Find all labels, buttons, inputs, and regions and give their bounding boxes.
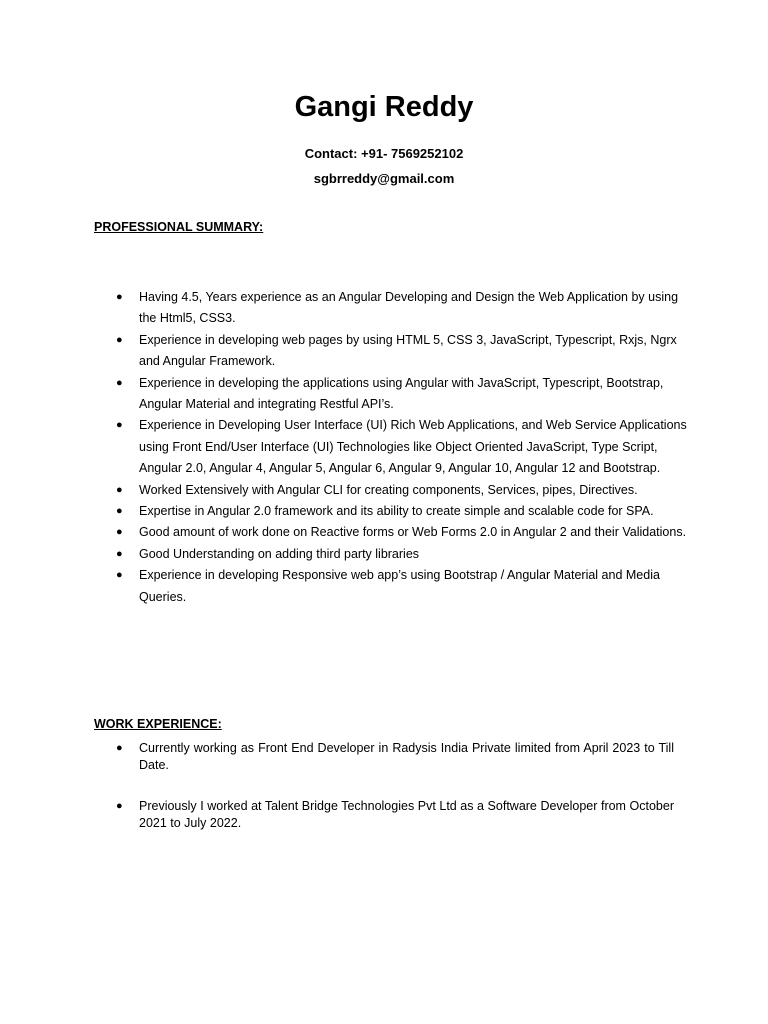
summary-item <box>94 565 694 608</box>
work-experience-list <box>94 740 674 856</box>
bullet-icon: ● <box>116 569 123 582</box>
contact-phone: Contact: +91- 7569252102 <box>304 146 464 161</box>
summary-item <box>94 544 694 565</box>
bullet-icon: ● <box>116 483 123 496</box>
work-item-text: Previously I worked at Talent Bridge Technologies Pvt Ltd as a Software Developer from October 2021 to July 2022. <box>139 799 674 830</box>
bullet-icon: ● <box>116 547 123 560</box>
work-item <box>94 798 674 832</box>
summary-item <box>94 415 694 479</box>
bullet-icon: ● <box>116 291 123 303</box>
bullet-icon: ● <box>116 800 123 812</box>
summary-item-text: Experience in developing Responsive web app’s using Bootstrap / Angular Material and Media Queries. <box>139 568 660 604</box>
summary-item-text: Worked Extensively with Angular CLI for creating components, Services, pipes, Directives. <box>139 482 638 497</box>
bullet-icon: ● <box>116 333 123 346</box>
summary-item-text: Good amount of work done on Reactive forms or Web Forms 2.0 in Angular 2 and their Validations. <box>139 525 687 540</box>
summary-item <box>94 522 694 543</box>
bullet-icon: ● <box>116 419 123 432</box>
work-item <box>94 740 674 774</box>
bullet-icon: ● <box>116 376 123 389</box>
professional-summary-list <box>94 287 694 608</box>
summary-item-text: Experience in developing the applications using Angular with JavaScript, Typescript, Bootstrap, Angular Material and integrating Restful API’s. <box>139 375 664 412</box>
bullet-icon: ● <box>116 505 123 518</box>
bullet-icon: ● <box>116 526 123 539</box>
summary-item-text: Expertise in Angular 2.0 framework and its ability to create simple and scalable code for SPA. <box>139 504 654 519</box>
summary-item-text: Experience in Developing User Interface (UI) Rich Web Applications, and Web Service Applications using Front End/User Interface (UI) Technologies like Object Oriented JavaScript, Type Script, Angular 2.0, Angular 4, Angular 5, Angular 6, Angular 9, Angular 10, Angular 12 and Bootstrap. <box>139 418 687 476</box>
summary-item-text: Having 4.5, Years experience as an Angular Developing and Design the Web Application by using the Html5, CSS3. <box>139 290 679 326</box>
bullet-icon: ● <box>116 742 123 754</box>
summary-item <box>94 373 694 416</box>
summary-item-text: Experience in developing web pages by using HTML 5, CSS 3, JavaScript, Typescript, Rxjs, Ngrx and Angular Framework. <box>139 332 677 369</box>
work-item-text: Currently working as Front End Developer in Radysis India Private limited from April 2023 to Till Date. <box>139 741 674 772</box>
summary-item-text: Good Understanding on adding third party libraries <box>139 546 420 561</box>
summary-item <box>94 501 694 522</box>
summary-item <box>94 287 694 330</box>
professional-summary-heading: PROFESSIONAL SUMMARY: <box>94 220 264 234</box>
contact-email: sgbrreddy@gmail.com <box>313 171 455 186</box>
summary-item <box>94 480 694 501</box>
candidate-name: Gangi Reddy <box>294 91 474 123</box>
summary-item <box>94 330 694 373</box>
work-experience-heading: WORK EXPERIENCE: <box>94 717 222 731</box>
